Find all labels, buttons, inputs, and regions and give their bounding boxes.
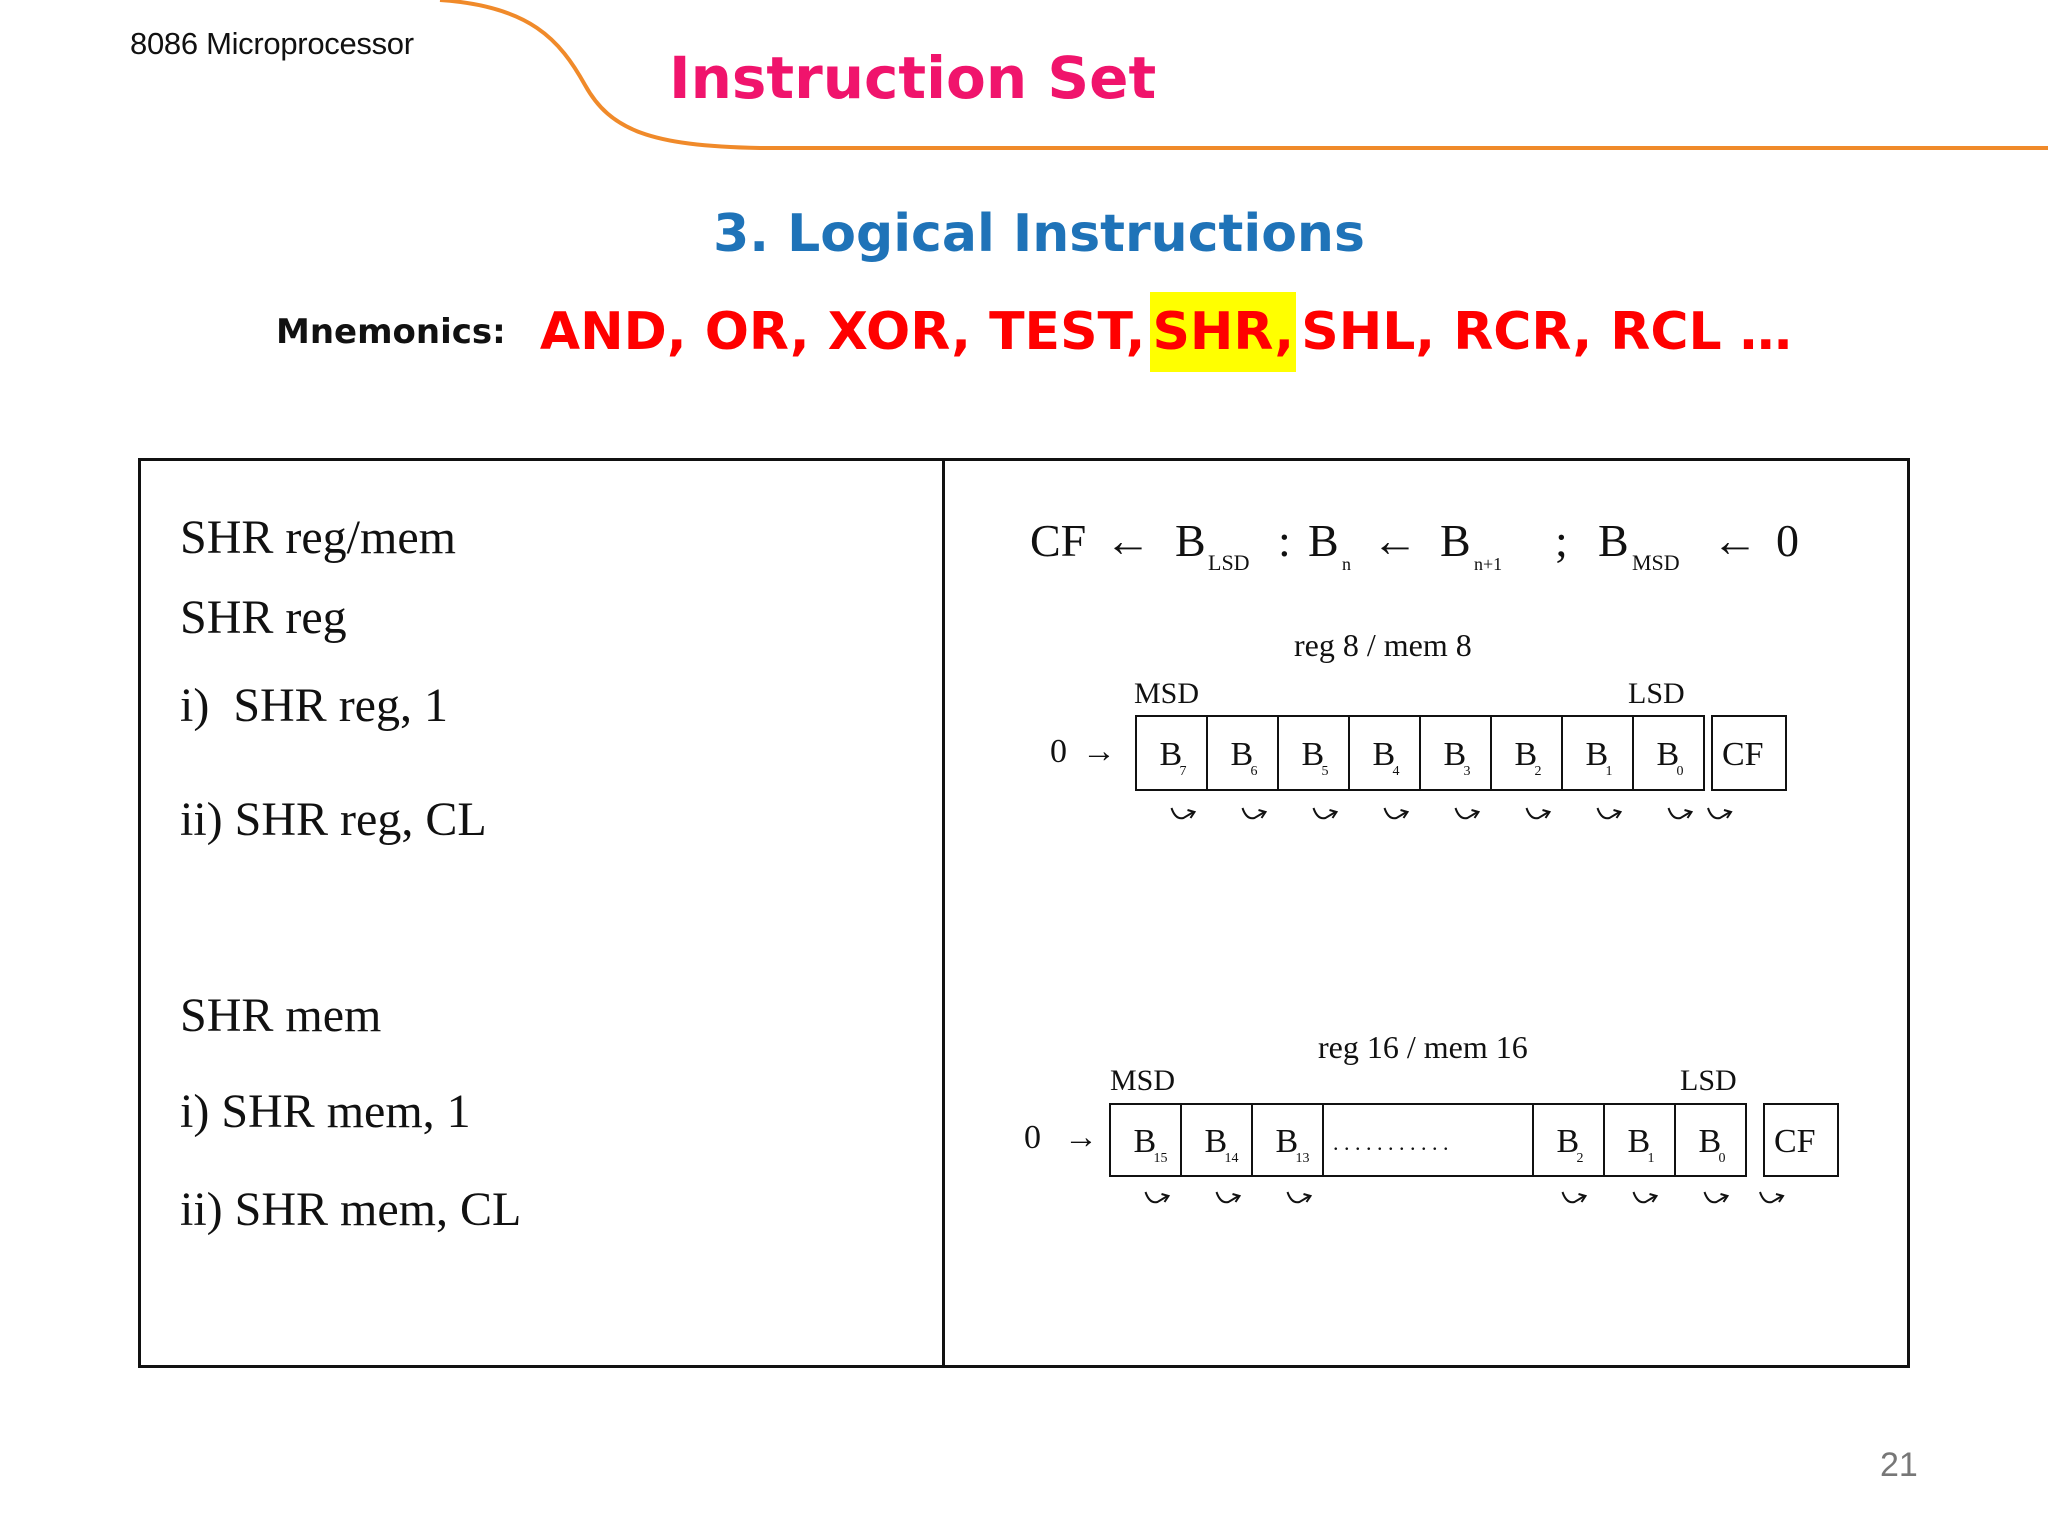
reg16-cell-left-1-label: B xyxy=(1204,1123,1228,1160)
formula-colon: : xyxy=(1278,515,1291,566)
diagram-8bit xyxy=(1050,627,1786,818)
reg16-cell-right-1-label: B xyxy=(1627,1123,1651,1160)
formula-arrow-3: ← xyxy=(1712,515,1758,566)
formula-cf: CF xyxy=(1030,515,1087,566)
reg16-dots: . . . . . . . . . . . xyxy=(1333,1130,1449,1155)
page-title: Instruction Set xyxy=(669,44,1157,112)
reg8-cell-6-label: B xyxy=(1585,736,1609,773)
mnemonics-list-after: SHL, RCR, RCL … xyxy=(1301,302,1792,362)
reg8-cell-2-label: B xyxy=(1301,736,1325,773)
reg8-cell-3-label: B xyxy=(1372,736,1396,773)
reg8-cell-0-label: B xyxy=(1159,736,1183,773)
section-subtitle: 3. Logical Instructions xyxy=(713,204,1365,264)
reg16-cell-left-2-sub: 13 xyxy=(1295,1151,1310,1166)
reg8-cell-2-sub: 5 xyxy=(1321,764,1329,779)
diagram8-arrow: → xyxy=(1082,733,1116,770)
reg8-cell-4-label: B xyxy=(1443,736,1467,773)
course-label: 8086 Microprocessor xyxy=(130,26,414,61)
formula-sub-msd: MSD xyxy=(1632,550,1680,575)
mnemonics-list-before: AND, OR, XOR, TEST, xyxy=(539,302,1146,362)
reg16-cf-label: CF xyxy=(1774,1123,1816,1160)
syntax-reg-1: i) SHR reg, 1 xyxy=(180,679,448,732)
formula-zero: 0 xyxy=(1776,515,1799,566)
formula-b-lsd: B xyxy=(1175,515,1206,566)
mnemonics-label: Mnemonics: xyxy=(276,312,506,352)
syntax-reg: SHR reg xyxy=(180,591,347,644)
syntax-mem-1: i) SHR mem, 1 xyxy=(180,1085,471,1138)
diagram16-label: reg 16 / mem 16 xyxy=(1318,1029,1528,1065)
formula-semicolon: ; xyxy=(1555,515,1568,566)
syntax-mem: SHR mem xyxy=(180,989,382,1042)
mnemonics-highlight-shr: SHR, xyxy=(1150,292,1296,372)
reg8-cell-7-sub: 0 xyxy=(1676,764,1684,779)
reg8-cell-0-sub: 7 xyxy=(1179,764,1187,779)
reg16-cell-right-2-sub: 0 xyxy=(1718,1151,1726,1166)
reg16-cell-left-2-label: B xyxy=(1275,1123,1299,1160)
reg8-cell-1-sub: 6 xyxy=(1250,764,1258,779)
diagram8-input: 0 xyxy=(1050,733,1067,770)
formula-arrow-2: ← xyxy=(1372,515,1418,566)
diagram-16bit xyxy=(1024,1029,1838,1202)
reg8-cell-1-label: B xyxy=(1230,736,1254,773)
diagram16-lsd: LSD xyxy=(1680,1064,1737,1097)
shr-formula xyxy=(1030,515,1799,575)
formula-b-msd: B xyxy=(1598,515,1629,566)
page-number: 21 xyxy=(1880,1446,1918,1484)
syntax-reg-mem: SHR reg/mem xyxy=(180,511,456,564)
formula-sub-n: n xyxy=(1342,554,1351,574)
diagram16-msd: MSD xyxy=(1110,1064,1176,1097)
reg8-cell-6-sub: 1 xyxy=(1605,764,1613,779)
reg16-cell-left-1-sub: 14 xyxy=(1224,1151,1239,1166)
formula-b-n: B xyxy=(1308,515,1339,566)
reg16-cell-left-0-label: B xyxy=(1133,1123,1157,1160)
syntax-reg-cl: ii) SHR reg, CL xyxy=(180,793,487,846)
syntax-mem-cl: ii) SHR mem, CL xyxy=(180,1183,522,1236)
reg8-cf-label: CF xyxy=(1722,736,1764,773)
reg16-cell-right-1-sub: 1 xyxy=(1647,1151,1655,1166)
formula-sub-n1: n+1 xyxy=(1474,554,1503,574)
diagram16-input: 0 xyxy=(1024,1119,1041,1156)
diagram16-arrow: → xyxy=(1064,1119,1098,1156)
diagram8-msd: MSD xyxy=(1134,677,1200,710)
reg8-cell-4-sub: 3 xyxy=(1463,764,1471,779)
reg16-cell-right-2-label: B xyxy=(1698,1123,1722,1160)
diagram8-label: reg 8 / mem 8 xyxy=(1294,627,1472,663)
reg8-cell-7-label: B xyxy=(1656,736,1680,773)
formula-sub-lsd: LSD xyxy=(1208,550,1250,575)
formula-b-n1: B xyxy=(1440,515,1471,566)
reg8-cell-3-sub: 4 xyxy=(1392,764,1400,779)
reg16-cell-left-0-sub: 15 xyxy=(1153,1151,1168,1166)
reg8-cell-5-sub: 2 xyxy=(1534,764,1542,779)
reg8-cell-5-label: B xyxy=(1514,736,1538,773)
reg16-cell-right-0-sub: 2 xyxy=(1576,1151,1584,1166)
diagram8-lsd: LSD xyxy=(1628,677,1685,710)
reg16-cell-right-0-label: B xyxy=(1556,1123,1580,1160)
formula-arrow-1: ← xyxy=(1105,515,1151,566)
